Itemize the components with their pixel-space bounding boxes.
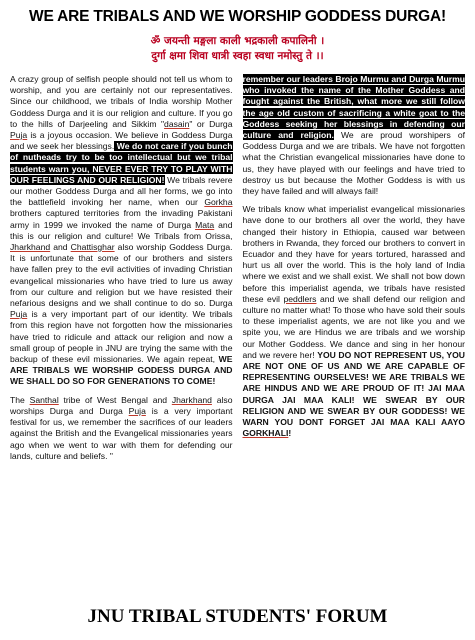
headline: WE ARE TRIBALS AND WE WORSHIP GODDESS DURGA! — [29, 8, 446, 25]
mantra-line-2: दुर्गा क्षमा शिवा धात्री स्वहा स्वधा नमोस्तु ते ।। — [151, 50, 324, 62]
bold-statement: WE ARE TRIBALS WE WORSHIP GODESS DURGA AND WE SHALL DO SO FOR GENERATIONS TO COME! — [10, 354, 233, 387]
body-columns — [10, 74, 465, 469]
mantra-line-1: ॐ जयन्ती मङ्गला काली भद्रकाली कपालिनी । — [150, 35, 325, 47]
sanskrit-mantra — [10, 34, 465, 64]
right-paragraph-1: remember our leaders Brojo Murmu and Durga Murmu who invoked the name of the Mother Goddess and fought against the British, what more we still follow the age old custom of sacrificing a white goat to the Goddess seeking her blessings in defending our culture and religion. We are proud worshipers of Goddess Durga and we are tribals. We have not forgotten what the Christian evangelical missionaries have done to us, they have played with our feelings and have tried to destroy us but because the Mother Goddess is with us they have failed and will always fail! — [242, 74, 465, 197]
left-paragraph-2: The Santhal tribe of West Bengal and Jharkhand also worships Durga and Durga Puja is a very important festival for us, we remember the sacrifices of our leaders against the British and the Evangelical missionaries years ago when we went to war with them for defending our lands, culture and beliefs. " — [10, 394, 233, 461]
highlighted-warning: We do not care if you bunch of nutheads try to be too intellectual but we tribal students warn you, NEVER EVER TRY TO PLAY WITH OUR FEELINGS AND OUR RELIGION! — [10, 141, 233, 185]
highlighted-leaders: remember our leaders Brojo Murmu and Durga Murmu who invoked the name of the Mother Goddess and fought against the British, what more we still follow the age old custom of sacrificing a white goat to the Goddess seeking her blessings in defending our culture and religion. — [242, 74, 465, 141]
left-column — [10, 74, 233, 469]
footer-signature: JNU TRIBAL STUDENTS' FORUM — [87, 606, 388, 627]
bold-declaration: YOU DO NOT REPRESENT US, YOU ARE NOT ONE OF US AND WE ARE CAPABLE OF REPRESENTING OURSELVES! WE ARE TRIBALS WE ARE HINDUS AND WE ARE PROUD OF IT! JAI MAA DURGA JAI MAA KALI! WE SWEAR BY OUR RELIGION AND WE SWEAR BY OUR GODDESS! WE WARN YOU DONT FORGET JAI MAA KALI AAYO — [242, 349, 465, 428]
left-paragraph-1: A crazy group of selfish people should not tell us whom to worship, and you are certainly not our representatives. Since our childhood, we tribals of India worship Mother Goddess Durga and it is our religion and culture. If you go to the hills of Darjeeling and Sikkim "dasain" or Durga Puja is a joyous occasion. We believe in Goddess Durga and we seek her blessings. We do not care if you bunch of nutheads try to be too intellectual but we tribal students warn you, NEVER EVER TRY TO PLAY WITH OUR FEELINGS AND OUR RELIGION! We tribals revere our mother Goddess Durga and all her forms, we go into the battlefield invoking her name, when our Gorkha brothers captured territories from the invading Pakistani army in 1999 we invoked the name of Durga Mata and this is our religion and culture! We Tribals from Orissa, Jharkhand and Chattisghar also worship Goddess Durga. It is unfortunate that some of our brothers and sisters have fallen prey to the evil activities of invading Christian evangelical missionaries who have tried to lure us away from our culture and religion but we have resisted their nefarious designs and we shall continue to do so. Durga Puja is a very important part of our identity. We tribals from this region have not forgotten how the missionaries have tried to ridicule and attack our religion and now a small group of people in JNU are trying the same with the backup of these evil missionaries. We again repeat, WE ARE TRIBALS WE WORSHIP GODESS DURGA AND WE SHALL DO SO FOR GENERATIONS TO COME! — [10, 74, 233, 387]
right-column — [243, 74, 466, 469]
right-paragraph-2: We tribals know what imperialist evangelical missionaries have done to our brothers all over the world, they have changed their history in Ethiopia, caused war between brothers in Rwanda, they forced our brothers to convert in Ecuador and they have for years tortured, harassed and hurt us all over the world. This is the holy land of India where we exist and we shall exist. We shall not bow down before this imperialist agenda, we tribals have resisted these evil peddlers and we shall defend our religion and culture no matter what! To those who have sold their souls to these imperialist agents, we are not like you and we spite you, we are Hindus we are tribals and we worship our Mother Goddess. We dance and sing in her honour and we revere her! YOU DO NOT REPRESENT US, YOU ARE NOT ONE OF US AND WE ARE CAPABLE OF REPRESENTING OURSELVES! WE ARE TRIBALS WE ARE HINDUS AND WE ARE PROUD OF IT! JAI MAA DURGA JAI MAA KALI! WE SWEAR BY OUR RELIGION AND WE SWEAR BY OUR GODDESS! WE WARN YOU DONT FORGET JAI MAA KALI AAYO GORKHALI! — [242, 204, 465, 439]
